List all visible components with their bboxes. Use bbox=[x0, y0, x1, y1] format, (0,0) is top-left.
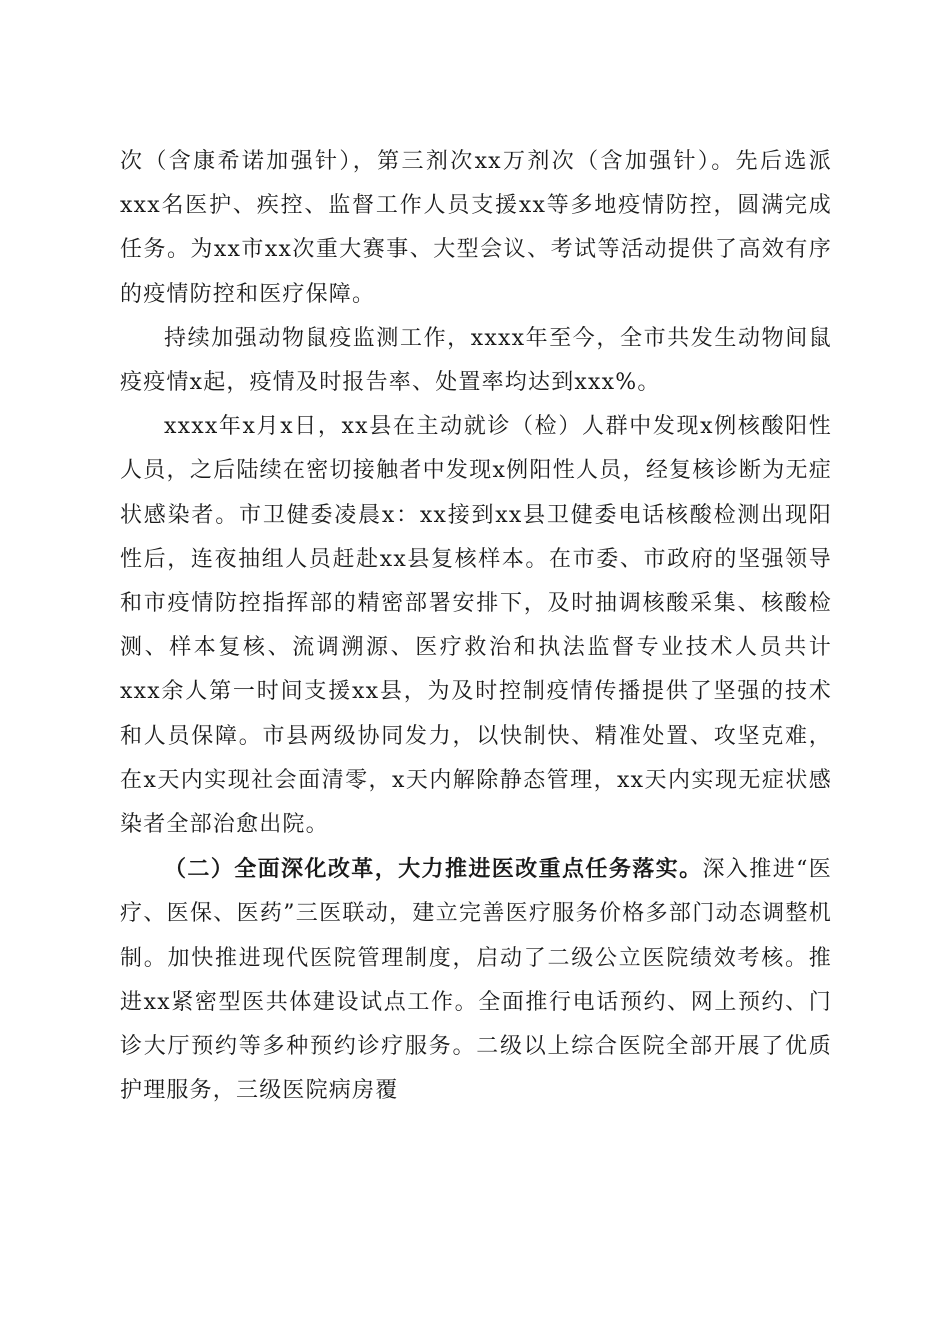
paragraph-4 bbox=[120, 847, 832, 1113]
paragraph-3 bbox=[120, 405, 832, 847]
paragraph-2-text: 持续加强动物鼠疫监测工作，xxxx年至今，全市共发生动物间鼠疫疫情x起，疫情及时报告率、处置率均达到xxx%。 bbox=[120, 325, 832, 396]
paragraph-1 bbox=[120, 140, 832, 317]
paragraph-2 bbox=[120, 317, 832, 405]
paragraph-4-text: 深入推进“医疗、医保、医药”三医联动，建立完善医疗服务价格多部门动态调整机制。加快推进现代医院管理制度，启动了二级公立医院绩效考核。推进xx紧密型医共体建设试点工作。全面推行电话预约、网上预约、门诊大厅预约等多种预约诊疗服务。二级以上综合医院全部开展了优质护理服务，三级医院病房覆 bbox=[120, 857, 832, 1104]
paragraph-3-text: xxxx年x月x日，xx县在主动就诊（检）人群中发现x例核酸阳性人员，之后陆续在密切接触者中发现x例阳性人员，经复核诊断为无症状感染者。市卫健委凌晨x：xx接到xx县卫健委电话核酸检测出现阳性后，连夜抽组人员赶赴xx县复核样本。在市委、市政府的坚强领导和市疫情防控指挥部的精密部署安排下，及时抽调核酸采集、核酸检测、样本复核、流调溯源、医疗救治和执法监督专业技术人员共计xxx余人第一时间支援xx县，为及时控制疫情传播提供了坚强的技术和人员保障。市县两级协同发力，以快制快、精准处置、攻坚克难，在x天内实现社会面清零，x天内解除静态管理，xx天内实现无症状感染者全部治愈出院。 bbox=[120, 414, 832, 838]
section-heading-inline: （二）全面深化改革，大力推进医改重点任务落实。 bbox=[164, 856, 703, 883]
document-body bbox=[120, 140, 832, 1113]
paragraph-1-text: 次（含康希诺加强针），第三剂次xx万剂次（含加强针）。先后选派xxx名医护、疾控、监督工作人员支援xx等多地疫情防控，圆满完成任务。为xx市xx次重大赛事、大型会议、考试等活动提供了高效有序的疫情防控和医疗保障。 bbox=[120, 149, 832, 307]
